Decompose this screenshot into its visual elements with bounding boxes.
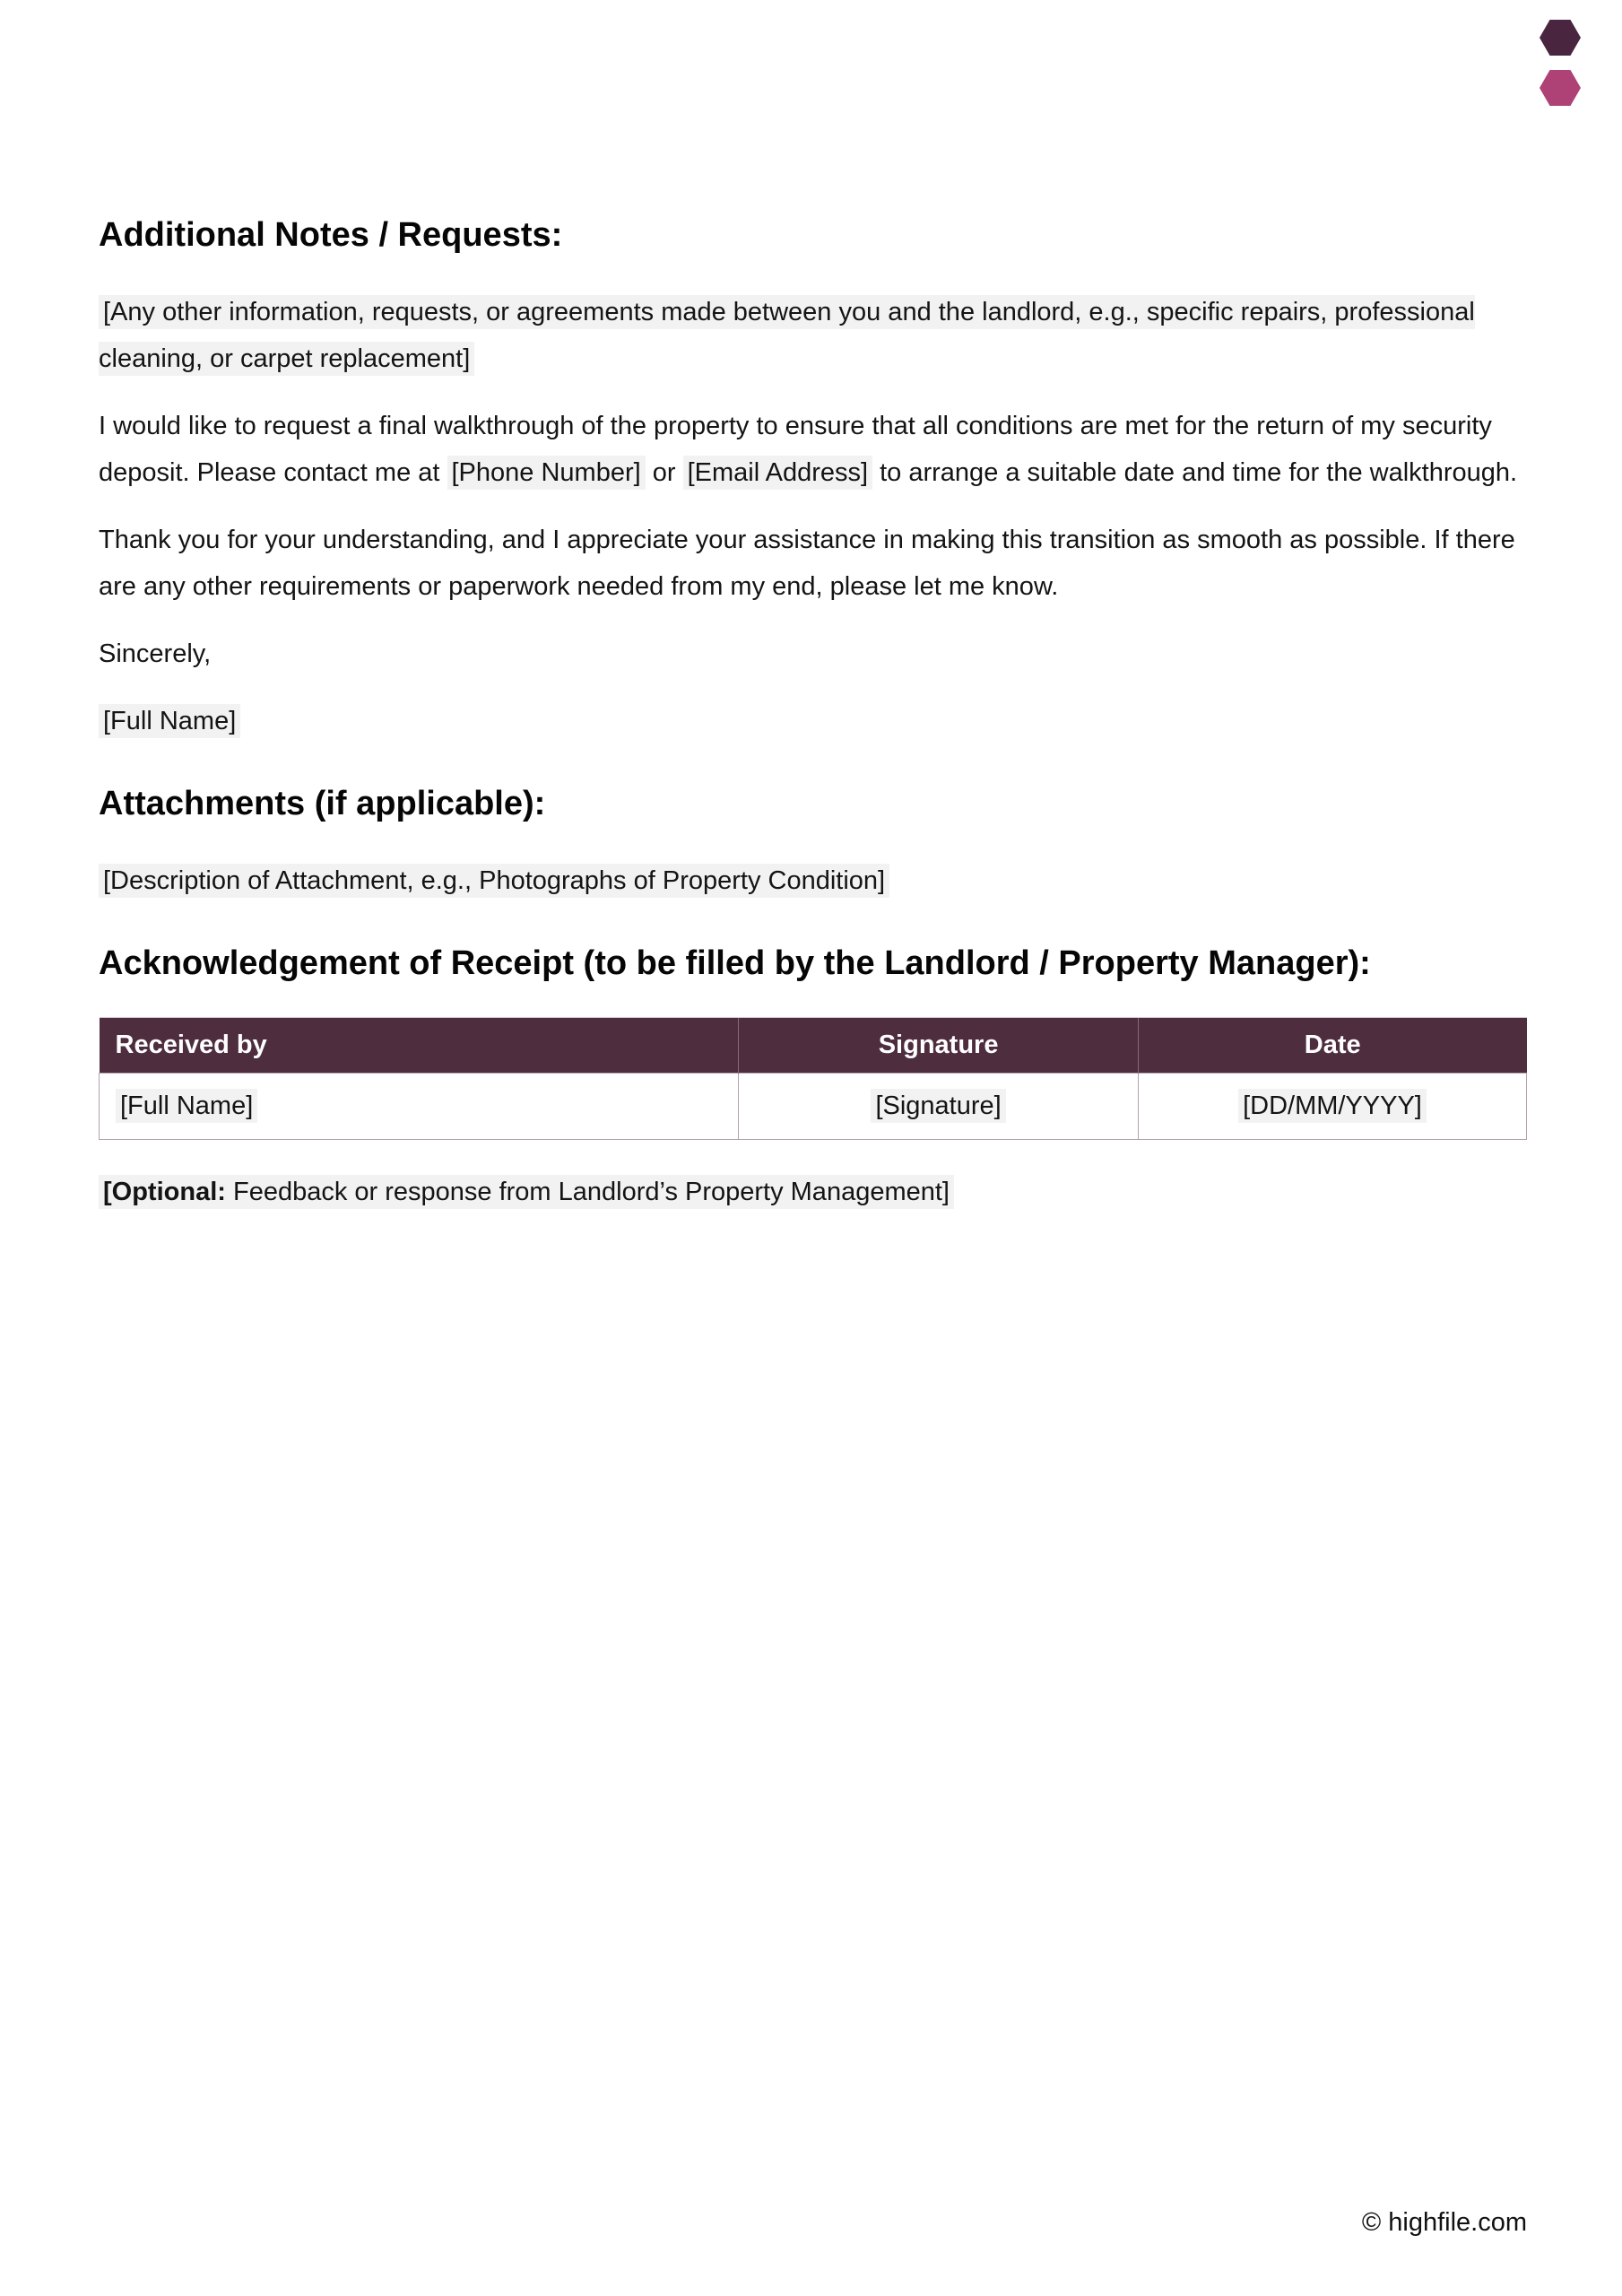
walkthrough-text-after: to arrange a suitable date and time for the walkthrough.	[872, 458, 1518, 487]
walkthrough-text-middle: or	[645, 458, 683, 487]
optional-label: [Optional:	[103, 1178, 226, 1206]
walkthrough-text-before: I would like to request a final walkthrough of the property to ensure that all conditions are met for the return of my security deposit. Please contact me at	[99, 412, 1492, 487]
hexagon-pink-icon	[1540, 70, 1581, 106]
date-cell	[1138, 1074, 1526, 1140]
full-name-placeholder: [Full Name]	[99, 704, 240, 738]
optional-feedback-text	[99, 1175, 954, 1209]
additional-notes-heading: Additional Notes / Requests:	[99, 216, 563, 254]
table-header-received-by: Received by	[100, 1018, 739, 1074]
signature-placeholder: [Signature]	[871, 1089, 1005, 1123]
hexagon-dark-icon	[1540, 20, 1581, 56]
notes-placeholder-text: [Any other information, requests, or agreements made between you and the landlord, e.g., specific repairs, professional cleaning, or carpet replacement]	[99, 295, 1475, 376]
optional-feedback-paragraph	[99, 1169, 1527, 1215]
received-by-placeholder: [Full Name]	[116, 1089, 257, 1123]
receipt-table	[99, 1017, 1527, 1140]
optional-rest: Feedback or response from Landlord’s Property Management]	[225, 1178, 950, 1206]
closing-text: Sincerely,	[99, 639, 212, 668]
signature-paragraph	[99, 698, 1527, 744]
receipt-table-header-row	[100, 1018, 1527, 1074]
acknowledgement-heading: Acknowledgement of Receipt (to be filled by the Landlord / Property Manager):	[99, 944, 1371, 982]
thanks-paragraph: Thank you for your understanding, and I appreciate your assistance in making this transition as smooth as possible. If there are any other requirements or paperwork needed from my end, please let me know.	[99, 526, 1515, 601]
table-header-signature: Signature	[739, 1018, 1139, 1074]
notes-placeholder-paragraph	[99, 289, 1527, 382]
walkthrough-request-paragraph	[99, 403, 1527, 496]
receipt-table-row	[100, 1074, 1527, 1140]
document-content	[99, 213, 1527, 1215]
attachment-description-paragraph	[99, 857, 1527, 904]
table-header-date: Date	[1138, 1018, 1526, 1074]
phone-number-placeholder: [Phone Number]	[447, 456, 646, 490]
copyright-text: © highfile.com	[1361, 2208, 1527, 2237]
attachment-description-placeholder: [Description of Attachment, e.g., Photographs of Property Condition]	[99, 864, 889, 898]
signature-cell	[739, 1074, 1139, 1140]
received-by-cell	[100, 1074, 739, 1140]
date-placeholder: [DD/MM/YYYY]	[1238, 1089, 1427, 1123]
email-address-placeholder: [Email Address]	[683, 456, 872, 490]
attachments-heading: Attachments (if applicable):	[99, 785, 546, 822]
